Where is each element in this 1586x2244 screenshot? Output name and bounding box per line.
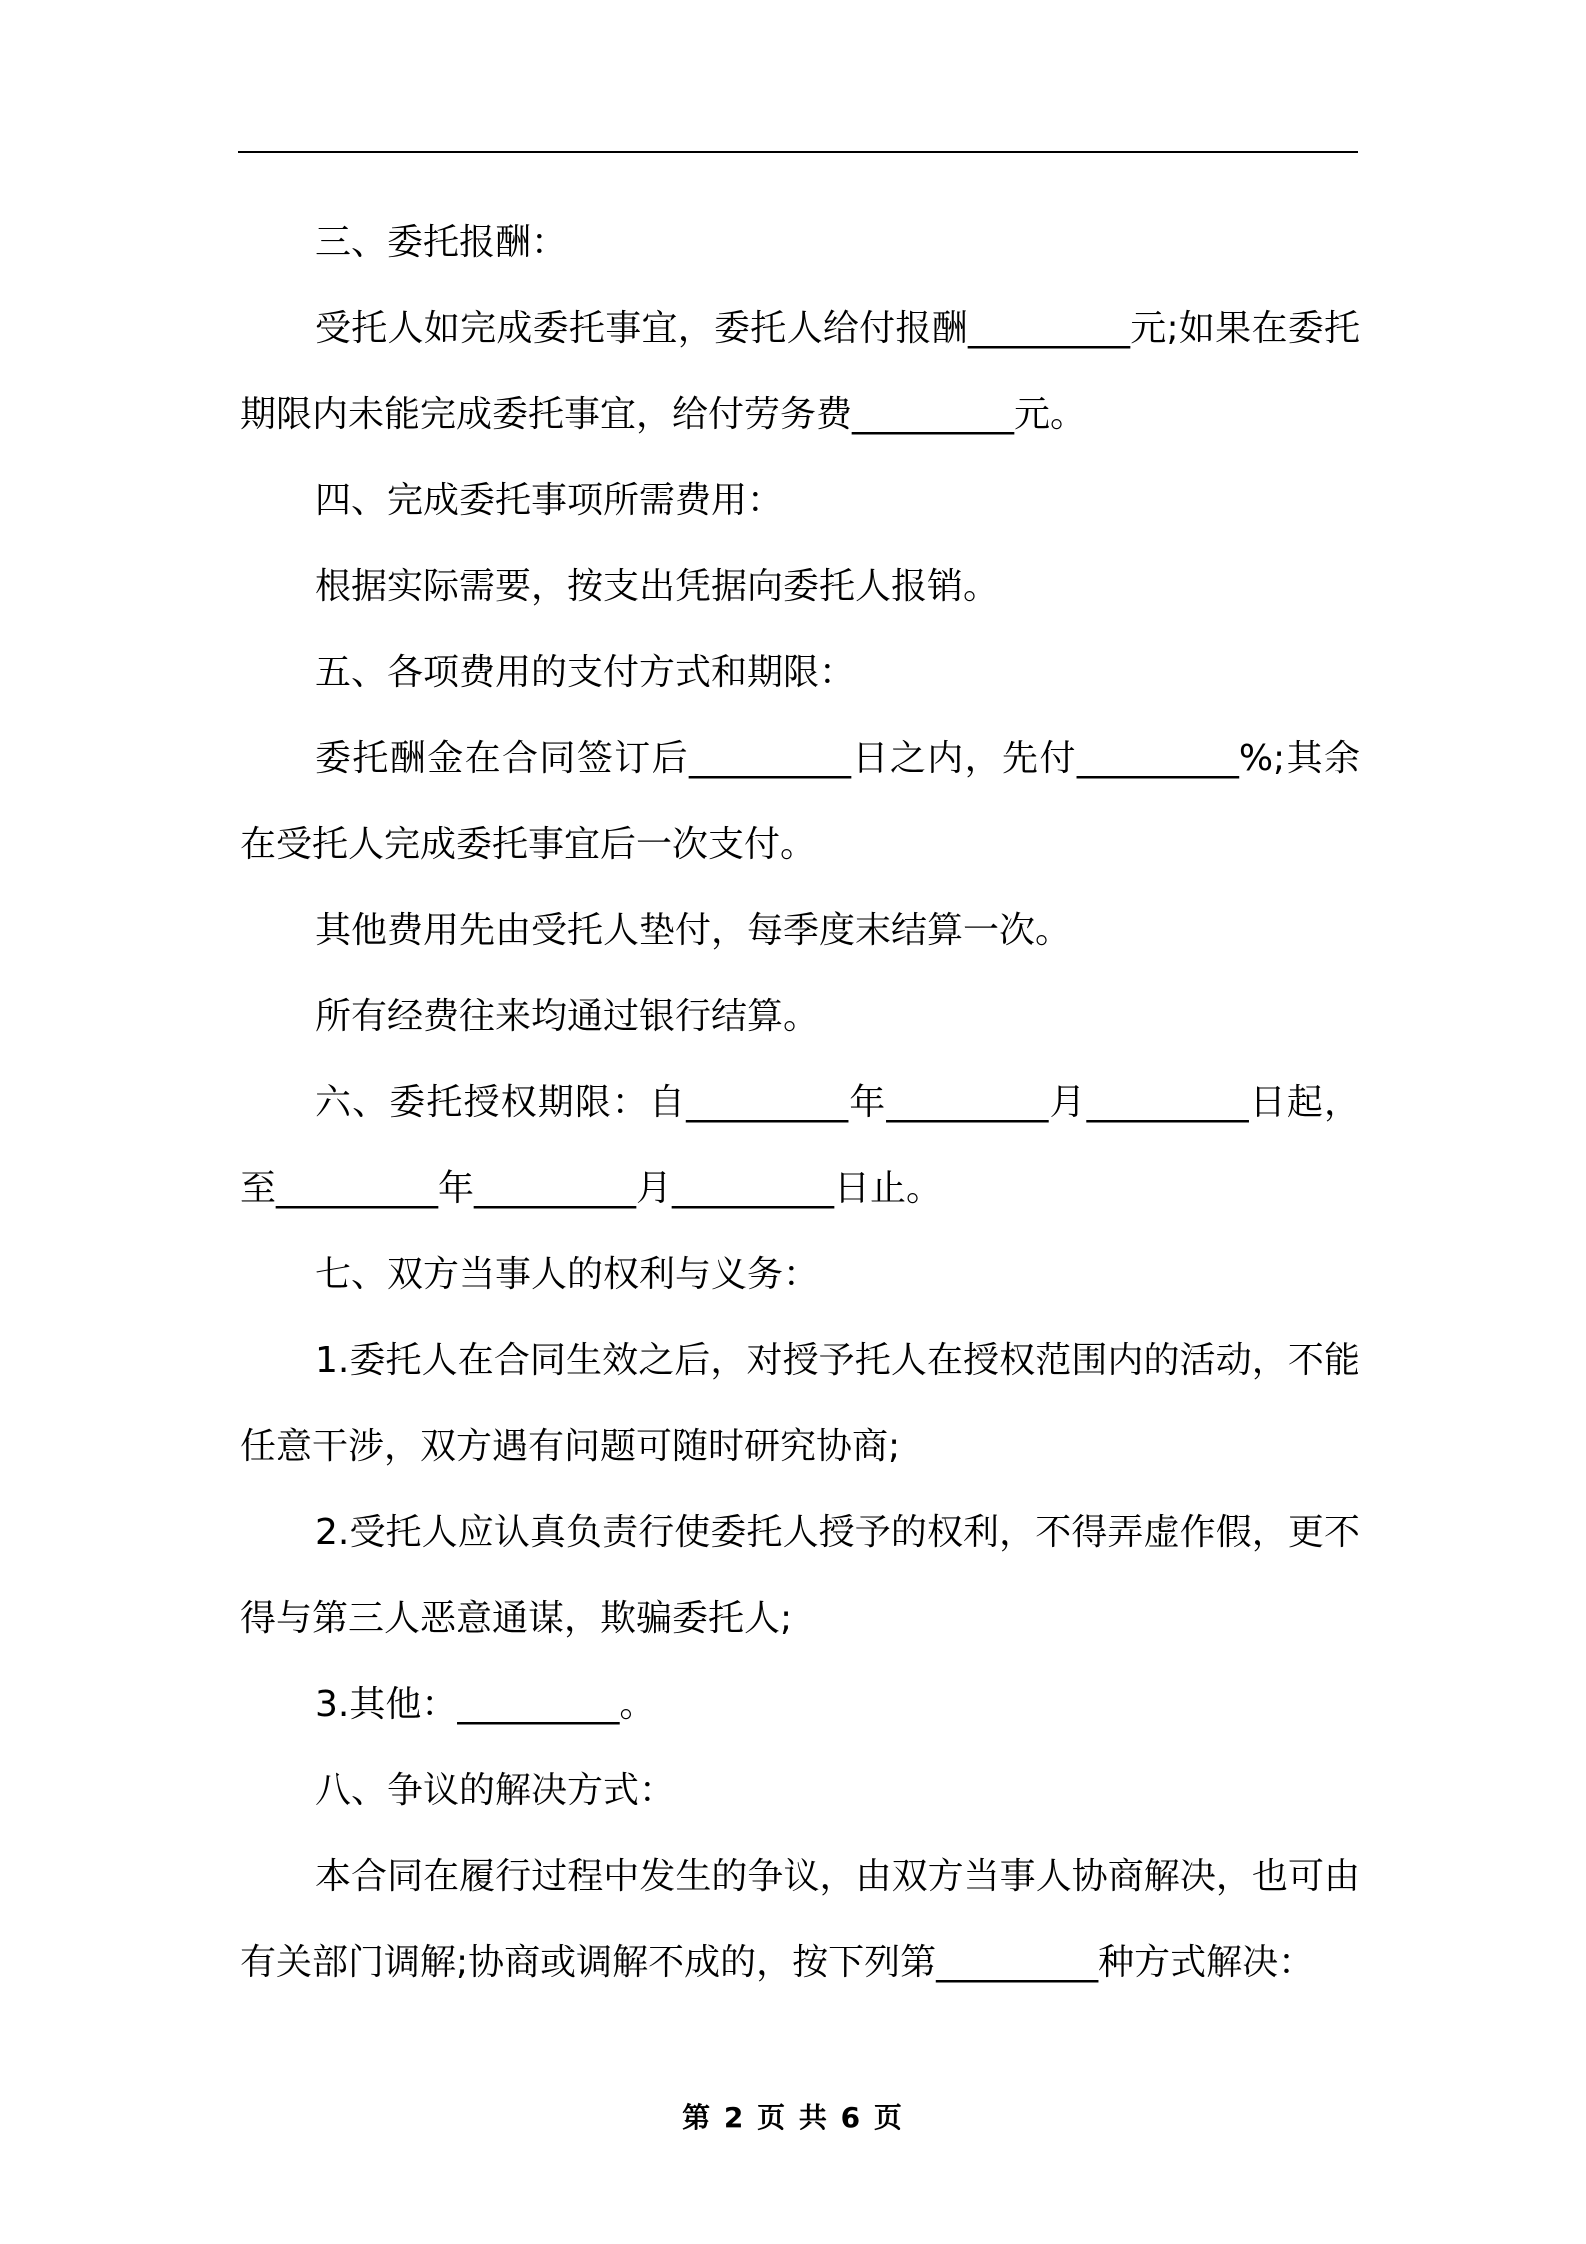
section-heading-4: 四、完成委托事项所需费用： [315,480,784,521]
clause-3: 3.其他：_________。 [315,1684,656,1725]
section-heading-5: 五、各项费用的支付方式和期限： [315,652,856,693]
paragraph-advance-costs: 其他费用先由受托人垫付，每季度末结算一次。 [315,910,1072,951]
clause-2: 2.受托人应认真负责行使委托人授予的权利，不得弄虚作假，更不得与第三人恶意通谋，欺骗委托人; [240,1512,1360,1639]
paragraph-payment-terms: 委托酬金在合同签订后_________日之内，先付_________%;其余在受托人完成委托事宜后一次支付。 [240,738,1360,865]
section-heading-6: 六、委托授权期限：自_________年_________月_________日起，至_________年_________月_________日止。 [240,1082,1360,1209]
section-heading-3: 三、委托报酬： [315,222,568,263]
paragraph-expenses: 根据实际需要，按支出凭据向委托人报销。 [315,566,1000,607]
section-heading-8: 八、争议的解决方式： [315,1770,676,1811]
page-number: 第 2 页 共 6 页 [682,2101,904,2134]
section-heading-7: 七、双方当事人的权利与义务： [315,1254,820,1295]
header-rule [238,151,1358,153]
document-body [240,200,1360,2006]
paragraph-remuneration: 受托人如完成委托事宜，委托人给付报酬_________元;如果在委托期限内未能完成委托事宜，给付劳务费_________元。 [240,308,1360,435]
paragraph-bank-settlement: 所有经费往来均通过银行结算。 [315,996,820,1037]
clause-1: 1.委托人在合同生效之后，对授予托人在授权范围内的活动，不能任意干涉，双方遇有问题可随时研究协商; [240,1340,1360,1467]
paragraph-dispute: 本合同在履行过程中发生的争议，由双方当事人协商解决，也可由有关部门调解;协商或调解不成的，按下列第_________种方式解决： [240,1856,1360,1983]
